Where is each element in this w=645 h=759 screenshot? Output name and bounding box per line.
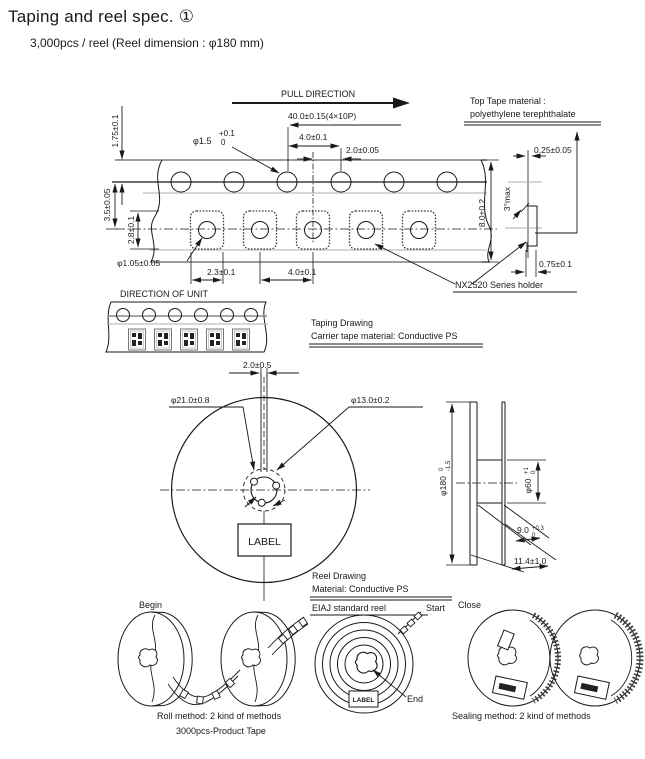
dim-hole-dia-sup: +0.1: [219, 129, 235, 138]
reel-info-line2: Material: Conductive PS: [312, 584, 409, 594]
begin-reels-illustration: [118, 600, 308, 736]
spiral-label-text: LABEL: [352, 697, 375, 704]
product-tape-label: 3000pcs-Product Tape: [176, 726, 266, 736]
dim-overall-width: 11.4±1.0: [514, 556, 547, 566]
dim-hub-width-sub: 0: [532, 533, 536, 539]
dim-reel-dia-sup: 0: [439, 467, 445, 471]
dim-pocket-width: 2.3±0.1: [207, 267, 236, 277]
close-label: Close: [458, 600, 482, 610]
dim-hole-to-center: 3.5±0.05: [102, 188, 112, 222]
end-label: End: [407, 694, 424, 704]
dim-carrier-thickness: 0.75±0.1: [539, 259, 573, 269]
dim-center-hole: φ60: [523, 478, 533, 494]
right-arrow-icon: [393, 98, 410, 109]
page-title: Taping and reel spec. ①: [8, 7, 195, 26]
taping-drawing-note: [309, 318, 483, 347]
tape-side-section: [502, 145, 572, 277]
carrier-material-label: Carrier tape material: Conductive PS: [311, 331, 458, 341]
dim-pocket-hole-dia: φ1.05±0.05: [117, 258, 161, 268]
spiral-reel-illustration: [315, 603, 446, 713]
dim-tape-width: 8.0±0.2: [477, 198, 487, 228]
holder-label: NX2520 Series holder: [455, 280, 544, 290]
reel-label-text: LABEL: [248, 536, 281, 548]
close-reels-illustration: [452, 600, 640, 721]
dim-peel-angle: 3°max: [502, 186, 512, 212]
dim-top-tape-thickness: 0.25±0.05: [534, 145, 572, 155]
spiral-label-box: [349, 691, 378, 707]
taping-drawing-label: Taping Drawing: [311, 318, 374, 328]
reel-label-box: [238, 524, 291, 556]
dim-hole-pitch: 4.0±0.1: [299, 132, 328, 142]
dim-center-hole-dia: φ13.0±0.2: [351, 395, 390, 405]
reel-front-view: [160, 360, 423, 601]
dim-hole-dia-sub: 0: [221, 138, 226, 147]
pull-direction-arrow: [232, 89, 410, 109]
carrier-tape-drawing: [112, 160, 497, 262]
dim-pocket-height: 2.8±0.1: [126, 215, 136, 245]
page-subtitle: 3,000pcs / reel (Reel dimension : φ180 mm): [30, 36, 264, 50]
strip-units: [129, 329, 250, 350]
dim-edge-to-hole: 1.75±0.1: [110, 114, 120, 148]
tape-perforations-2: [278, 617, 307, 643]
dim-pitch-10: 40.0±0.15(4×10P): [288, 111, 357, 121]
reel-side-view: [438, 402, 556, 572]
start-label: Start: [426, 603, 446, 613]
roll-method-label: Roll method: 2 kind of methods: [157, 711, 282, 721]
seal-label-1: [492, 676, 527, 699]
strip-sprocket-holes: [117, 309, 258, 322]
begin-label: Begin: [139, 600, 163, 610]
direction-of-unit-label: DIRECTION OF UNIT: [120, 289, 208, 299]
tape-dimensions: [102, 106, 499, 284]
pull-direction-label: PULL DIRECTION: [281, 89, 356, 99]
dim-hub-width-sup: +0.3: [532, 526, 544, 532]
dim-hole-to-pocket: 2.0±0.05: [346, 145, 380, 155]
dim-reel-dia-sub: -1.5: [446, 460, 452, 471]
dim-pocket-pitch: 4.0±0.1: [288, 267, 317, 277]
dim-reel-dia: φ180: [438, 476, 448, 496]
dim-slot-width: 2.0±0.5: [243, 360, 272, 370]
sealing-method-label: Sealing method: 2 kind of methods: [452, 711, 591, 721]
dim-hole-dia: φ1.5: [193, 136, 212, 146]
top-tape-material-line2: polyethylene terephthalate: [470, 109, 576, 119]
dim-hub-dia: φ21.0±0.8: [171, 395, 210, 405]
unit-strip: [106, 289, 268, 352]
reel-info-line3: EIAJ standard reel: [312, 603, 387, 613]
dim-center-hole-sub: 0: [531, 470, 537, 474]
dim-center-hole-sup: +1: [524, 467, 530, 474]
top-tape-material-line1: Top Tape material :: [470, 96, 546, 106]
reel-info-line1: Reel Drawing: [312, 571, 367, 581]
dim-hub-width: 9.0: [517, 525, 529, 535]
seal-label-2: [574, 676, 609, 699]
